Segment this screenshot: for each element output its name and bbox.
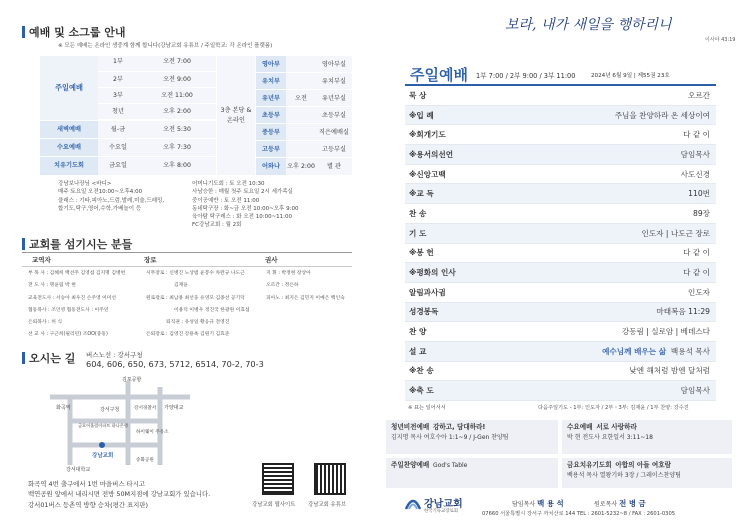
box-friday (562, 458, 732, 488)
order-row (405, 322, 716, 342)
order-desc: 다 같 이 (683, 248, 710, 258)
staff-line: 선 교 사 : 구근희(필리핀) 조OO(중동) (28, 332, 108, 338)
order-row (405, 165, 716, 185)
staff-line: 교육전도사 : 서승아 최우진 손주영 이미선 (28, 295, 117, 301)
map-label: 화곡역 (56, 405, 71, 411)
extra-line: 동네탁구장 : 화~금 오전 10:00~오후 9:00 (192, 205, 299, 212)
sunday-label-cell (40, 56, 98, 120)
qr-youtube[interactable] (314, 463, 346, 495)
time: 오후 2:00 (138, 104, 216, 119)
map-label: 송화공원 (136, 458, 154, 463)
box-line: 백용석 목사 열왕기하 3장 / 그레이스찬양팀 (567, 471, 681, 479)
order-name: 성경봉독 (409, 307, 439, 317)
footer-church-name: 강남교회 (424, 499, 463, 510)
worship-title-text: 예배 및 소그룹 안내 (29, 26, 126, 39)
order-name: ※봉 헌 (409, 248, 434, 258)
elder-name: 전 병 금 (619, 499, 646, 508)
fri-row (40, 157, 216, 175)
order-desc: 마태복음 11:29 (656, 307, 710, 317)
staff-line: 김재윤 (174, 283, 188, 289)
map-label: 금호어울림아파트 하나은행 (78, 423, 128, 428)
sunday-row (98, 72, 216, 88)
extra-line: 강남보나장님 <바디> (58, 181, 112, 187)
part: 3부 (98, 88, 138, 103)
preacher: 백용석 목사 (670, 346, 710, 356)
order-row (405, 381, 716, 401)
footnote: ※ 표는 일어서서 (408, 405, 446, 411)
order-name: ※신앙고백 (409, 169, 446, 179)
order-desc: 다 같 이 (683, 130, 710, 140)
part: 1부 (98, 56, 138, 71)
staff-line: 협동목사 : 조인영 협동전도사 : 이주연 (28, 307, 109, 313)
fri-time: 오후 8:00 (138, 157, 216, 175)
dept-name: 유치부 (256, 73, 286, 89)
order-row (405, 263, 716, 283)
footer-address: 07660 서울특별시 강서구 까치산로 144 TEL : 2601-5232~8 / FAX : 2601-0305 (482, 511, 676, 517)
box-subtitle: God's Table (433, 462, 468, 469)
box-subtitle: 강하고, 담대하라! (433, 423, 486, 431)
order-row (405, 86, 716, 106)
staff-line: 원로장로 : 최남용 최선웅 유영모 김종선 공기덕 (146, 295, 245, 301)
dept-table (256, 56, 352, 175)
map-label: 김포공항 (122, 377, 142, 383)
sunday-row (98, 88, 216, 104)
order-desc: 담임목사 (680, 149, 710, 159)
issue-line: 2024년 6월 9일 | 제55권 23호 (591, 73, 670, 79)
staff-header: 교역자 (32, 256, 51, 264)
location-map (40, 373, 220, 473)
directions-line: 화곡역 4번 출구에서 1번 마을버스 타시고 (28, 480, 146, 488)
time: 오전 7:00 (138, 56, 216, 71)
dawn-label: 새벽예배 (40, 121, 98, 138)
staff-col1 (28, 268, 125, 342)
order-name: 기 도 (409, 228, 427, 238)
box-title: 금요치유기도회 (567, 461, 612, 469)
order-row (405, 204, 716, 224)
dawn-row (40, 121, 216, 139)
footer-pastor (512, 498, 564, 509)
order-of-service (405, 86, 716, 401)
worship-note: ※ 모든 예배는 온라인 생중계 함께 합니다(강남교회 유튜브 / 주일학교: 각 온라인 플랫폼) (58, 43, 273, 49)
order-desc: 다 같 이 (683, 268, 710, 278)
staff-section-title (22, 236, 132, 252)
box-line: 김지명 목사 여호수아 1:1~9 / J-Gen 찬양팀 (391, 433, 509, 441)
fri-day: 금요일 (98, 157, 138, 175)
church-logo-icon (404, 496, 422, 510)
staff-line: 부 목 사 : 김혜희 백선주 김영섭 김지명 김병헌 (28, 271, 126, 276)
box-youth (386, 420, 558, 454)
service-date: 2024년 6월 9일 (591, 73, 633, 79)
elder-label: 원로목사 (594, 501, 618, 508)
kids-room: 별 관 (316, 158, 352, 175)
dept-row (256, 90, 352, 107)
order-name: 설 교 (409, 346, 427, 356)
sunday-service-times: 1부 7:00 / 2부 9:00 / 3부 11:00 (476, 72, 576, 80)
map-label: 가양대교 (164, 405, 184, 411)
order-row (405, 342, 716, 362)
extra-line: 클래스 : 기타,피아노,드럼,발레,미술,드래밍, (58, 197, 165, 204)
order-name: ※교 독 (409, 189, 434, 199)
sermon-desc (495, 346, 716, 357)
dept-room: 고등부실 (316, 141, 352, 157)
verse-ref: 이사야 43:19 (705, 37, 736, 43)
order-desc: 강동림 | 실로암 | 베데스다 (621, 327, 710, 337)
staff-col3 (266, 268, 345, 305)
staff-header: 권사 (265, 256, 278, 264)
order-row (405, 125, 716, 145)
order-name: ※용서의선언 (409, 149, 454, 159)
order-desc: 89장 (693, 208, 710, 218)
sunday-row (98, 56, 216, 72)
order-name: 묵 상 (409, 90, 427, 100)
order-name: ※평화의 인사 (409, 268, 456, 278)
order-name: 알림과사귐 (409, 287, 446, 297)
order-desc: 인도자 | 나도근 장로 (641, 228, 710, 238)
order-row (405, 145, 716, 165)
map-label: 강서대학교 (66, 467, 91, 473)
wed-label: 수요예배 (40, 139, 98, 156)
time: 오전 11:00 (138, 88, 216, 103)
dept-room: 유치부실 (316, 73, 352, 89)
box-subtitle: 아합의 아들 여호람 (615, 461, 671, 469)
directions-title-text: 오시는 길 (29, 352, 76, 365)
staff-line: 시무장로 : 신병진 노상범 윤봉수 차완규 나도근 (146, 271, 245, 276)
other-services (40, 121, 216, 175)
qr-caption: 강남교회 웹사이트 (252, 502, 296, 508)
place-cell (217, 56, 255, 175)
pastor-label: 담임목사 (512, 501, 536, 508)
dept-row (256, 56, 352, 73)
directions-line: 백연공원 앞에서 내리시면 전방 50M지점에 강남교회가 있습니다. (28, 490, 211, 499)
dept-room: 직은예배실 (316, 124, 352, 140)
order-desc: 오르간 (687, 90, 710, 100)
box-title: 주일찬양예배 (391, 461, 430, 469)
wed-day: 수요일 (98, 139, 138, 156)
bus-label: 버스노선 : 강서구청 (86, 351, 143, 359)
sunday-label: 주일예배 (55, 83, 83, 92)
order-desc: 담임목사 (680, 386, 710, 396)
extra-left (58, 180, 164, 213)
dept-room: 초등부실 (316, 107, 352, 123)
footer-church-sub: 한국기독교장로회 (424, 509, 458, 514)
extra-line: 사남승한 : 매월 첫주 토요일 2시 세가족실 (192, 189, 293, 196)
pastor-name: 백 용 석 (537, 499, 564, 508)
box-title: 수요예배 (567, 423, 593, 431)
order-name: 찬 양 (409, 327, 427, 337)
extra-line: 중이공예반 : 토 오전 11:00 (192, 197, 260, 204)
worship-section-title (22, 24, 126, 40)
dept-row (256, 107, 352, 124)
calligraphy-verse: 보라, 내가 새일을 행하리니 (505, 17, 672, 33)
sunday-row (98, 104, 216, 120)
order-desc: 낮엔 해처럼 밤엔 달처럼 (629, 366, 710, 376)
order-name: ※입 례 (409, 110, 434, 120)
staff-line: 퇴직권 : 유성일 황응규 전영진 (166, 320, 230, 326)
map-label: 강남교회 (92, 453, 114, 459)
sermon-title: 예수님께 배우는 삶 (602, 346, 667, 356)
sunday-rows (98, 56, 216, 120)
staff-line: 피아노 : 최지은 김민지 이예은 백인숙 (266, 295, 345, 301)
box-wed (562, 420, 732, 454)
box-subtitle: 서로 사랑하라 (596, 423, 637, 431)
part: 청년 (98, 104, 138, 119)
order-desc: 110번 (688, 189, 710, 199)
staff-title-text: 교회를 섬기시는 분들 (29, 238, 133, 251)
order-row (405, 362, 716, 382)
dept-name: 유년부 (256, 90, 286, 106)
directions-section-title (22, 350, 75, 366)
order-desc: 사도신경 (680, 169, 710, 179)
part: 2부 (98, 72, 138, 87)
dept-row (256, 141, 352, 158)
sunday-service-title: 주일예배 (410, 66, 468, 84)
order-name: ※축 도 (409, 386, 434, 396)
kids-row (256, 158, 352, 175)
staff-line: 오르간 : 정은하 (266, 283, 299, 289)
order-name: 찬 송 (409, 208, 427, 218)
dept-room: 영아부실 (316, 56, 352, 72)
order-name: ※회개기도 (409, 130, 446, 140)
extra-line: 육아탐 탁구레스 : 화 오전 10:00~11:00 (192, 214, 293, 220)
order-row (405, 224, 716, 244)
staff-col2 (146, 268, 250, 342)
map-label: 하이웨이 주유소 (136, 430, 169, 435)
footer-elder (594, 498, 646, 509)
dept-room: 유년부실 (316, 90, 352, 106)
issue-number: 제55권 23호 (637, 73, 670, 79)
dept-row (256, 124, 352, 141)
box-title: 청년비전예배 (391, 423, 430, 431)
bus-lines: 604, 606, 650, 673, 5712, 6514, 70-2, 70-3 (86, 359, 264, 369)
staff-line: 지 휘 : 박정현 장상아 (266, 271, 311, 276)
order-desc: 주님을 찬양하라 온 세상이여 (614, 110, 710, 120)
extra-line: 합기도,탁구,영어,수학,가베놀이 등 (58, 205, 142, 212)
wed-row (40, 139, 216, 157)
dept-name: 고등부 (256, 141, 286, 157)
staff-header: 장로 (144, 256, 157, 264)
order-desc: 인도자 (687, 287, 710, 297)
map-svg (40, 373, 220, 473)
staff-line: 은퇴장로 : 김영진 강용옥 김원기 김효준 (146, 332, 230, 338)
worship-table (40, 56, 352, 176)
dawn-time: 오전 5:30 (138, 121, 216, 138)
box-praise (386, 458, 558, 488)
extra-right (192, 180, 298, 230)
directions-line: 강서01버스 등촌역 방향 승차(평간 표지판) (28, 500, 149, 509)
dept-row (256, 73, 352, 90)
map-label: 강서구청 (100, 407, 120, 413)
staff-line: 이용덕 이병우 정진국 한광원 이효섭 (174, 307, 250, 313)
next-week-prayer: 다음주일기도 - 1부: 인도자 / 2부・3부: 김재윤 / 1부 찬양: 강수진 (538, 405, 689, 411)
qr-website[interactable] (262, 463, 294, 495)
dept-name: 초등부 (256, 107, 286, 123)
kids-time: 오후 2:00 (286, 158, 316, 175)
kids-name: 어와나 (256, 158, 286, 175)
church-marker-icon (99, 442, 105, 448)
qr-caption: 강남교회 유튜브 (308, 502, 347, 508)
directions-text (28, 479, 210, 510)
extra-line: FC강남교회 : 월 2회 (192, 222, 242, 229)
dept-time: 오전 (286, 90, 316, 106)
dept-name: 영아부 (256, 56, 286, 72)
fri-label: 치유기도회 (40, 157, 98, 175)
order-row (405, 283, 716, 303)
map-label: 강서경찰서 (134, 406, 157, 411)
order-name: ※찬 송 (409, 366, 434, 376)
order-row (405, 244, 716, 264)
order-row (405, 106, 716, 126)
dawn-day: 월-금 (98, 121, 138, 138)
staff-line: 전 도 사 : 명윤림 박 현 (28, 283, 76, 289)
staff-line: 은퇴목사 : 허 식 (28, 320, 62, 326)
extra-line: 어머니기도회 : 토 오전 10:30 (192, 181, 265, 187)
order-row (405, 303, 716, 323)
order-row (405, 184, 716, 204)
wed-time: 오후 7:30 (138, 139, 216, 156)
box-line: 박 현 전도사 요한일서 3:11~18 (567, 433, 653, 441)
dept-name: 중등부 (256, 124, 286, 140)
extra-line: 매주 토요일 오전10:00~오후4:00 (58, 189, 143, 196)
time: 오전 9:00 (138, 72, 216, 87)
place: 3층 본당 & 온라인 (220, 106, 252, 124)
